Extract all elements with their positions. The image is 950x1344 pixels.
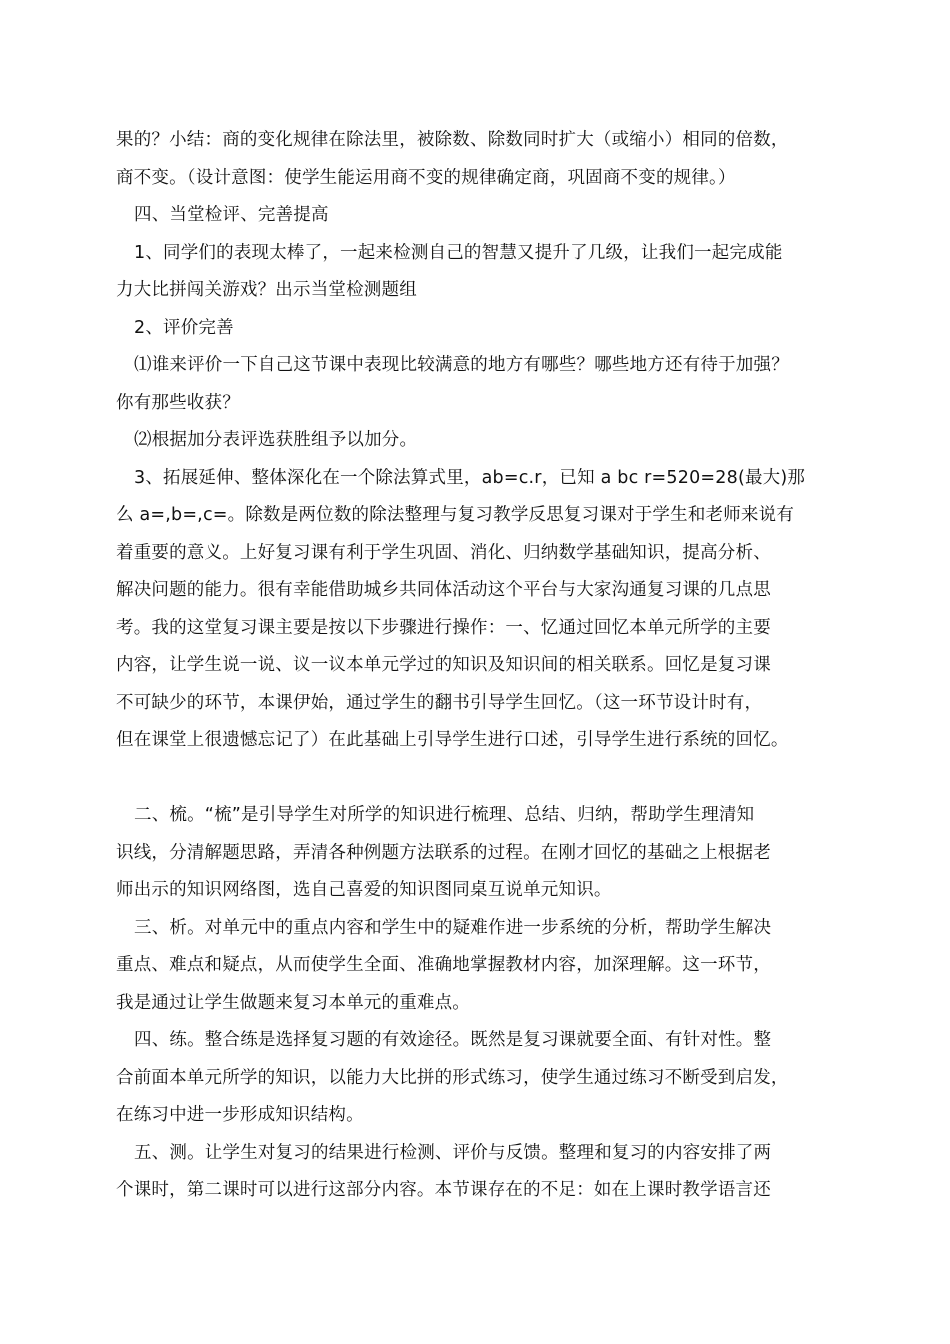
text-line: 么 a=,b=,c=。除数是两位数的除法整理与复习教学反思复习课对于学生和老师来说有 [116,505,795,525]
text-line: 合前面本单元所学的知识，以能力大比拼的形式练习，使学生通过练习不断受到启发， [116,1067,789,1088]
text-line: 1、同学们的表现太棒了，一起来检测自己的智慧又提升了几级，让我们一起完成能 [134,242,783,263]
text-line: 商不变。（设计意图：使学生能运用商不变的规律确定商，巩固商不变的规律。） [116,167,736,188]
text-line: 识线，分清解题思路，弄清各种例题方法联系的过程。在刚才回忆的基础之上根据老 [116,842,771,863]
text-line: 但在课堂上很遗憾忘记了）在此基础上引导学生进行口述，引导学生进行系统的回忆。 [116,730,789,750]
text-line: 师出示的知识网络图，选自己喜爱的知识图同桌互说单元知识。 [116,880,612,900]
text-line: 在练习中进一步形成知识结构。 [116,1105,364,1125]
text-line: 解决问题的能力。很有幸能借助城乡共同体活动这个平台与大家沟通复习课的几点思 [116,580,771,600]
text-line: 内容，让学生说一说、议一议本单元学过的知识及知识间的相关联系。回忆是复习课 [116,655,771,675]
text-line: 不可缺少的环节，本课伊始，通过学生的翻书引导学生回忆。（这一环节设计时有， [116,692,763,713]
text-line: ⑵根据加分表评选获胜组予以加分。 [134,430,418,450]
text-line: 我是通过让学生做题来复习本单元的重难点。 [116,992,470,1013]
text-line: 个课时，第二课时可以进行这部分内容。本节课存在的不足：如在上课时教学语言还 [116,1180,771,1200]
section-heading: 四、当堂检评、完善提高 [134,205,329,225]
text-line: 五、测。让学生对复习的结果进行检测、评价与反馈。整理和复习的内容安排了两 [134,1142,772,1163]
blank-line [116,760,852,798]
text-line: 你有那些收获？ [116,392,240,413]
text-line: 2、评价完善 [134,317,234,338]
text-line: 着重要的意义。上好复习课有利于学生巩固、消化、归纳数学基础知识，提高分析、 [116,542,771,563]
text-line: 考。我的这堂复习课主要是按以下步骤进行操作：一、忆通过回忆本单元所学的主要 [116,617,771,638]
text-line: ⑴谁来评价一下自己这节课中表现比较满意的地方有哪些？哪些地方还有待于加强？ [134,355,789,375]
text-line: 力大比拼闯关游戏？出示当堂检测题组 [116,280,417,300]
text-line: 二、梳。“梳”是引导学生对所学的知识进行梳理、总结、归纳，帮助学生理清知 [134,805,755,825]
text-line: 果的？小结：商的变化规律在除法里，被除数、除数同时扩大（或缩小）相同的倍数， [116,130,789,150]
text-line: 四、练。整合练是选择复习题的有效途径。既然是复习课就要全面、有针对性。整 [134,1030,772,1050]
document-page [116,122,852,1210]
text-line: 重点、难点和疑点，从而使学生全面、准确地掌握教材内容，加深理解。这一环节， [116,955,771,975]
text-line: 3、拓展延伸、整体深化在一个除法算式里，ab=c.r，已知 a bc r=520=28(最大)那 [134,467,806,488]
text-line: 三、析。对单元中的重点内容和学生中的疑难作进一步系统的分析，帮助学生解决 [134,917,772,938]
